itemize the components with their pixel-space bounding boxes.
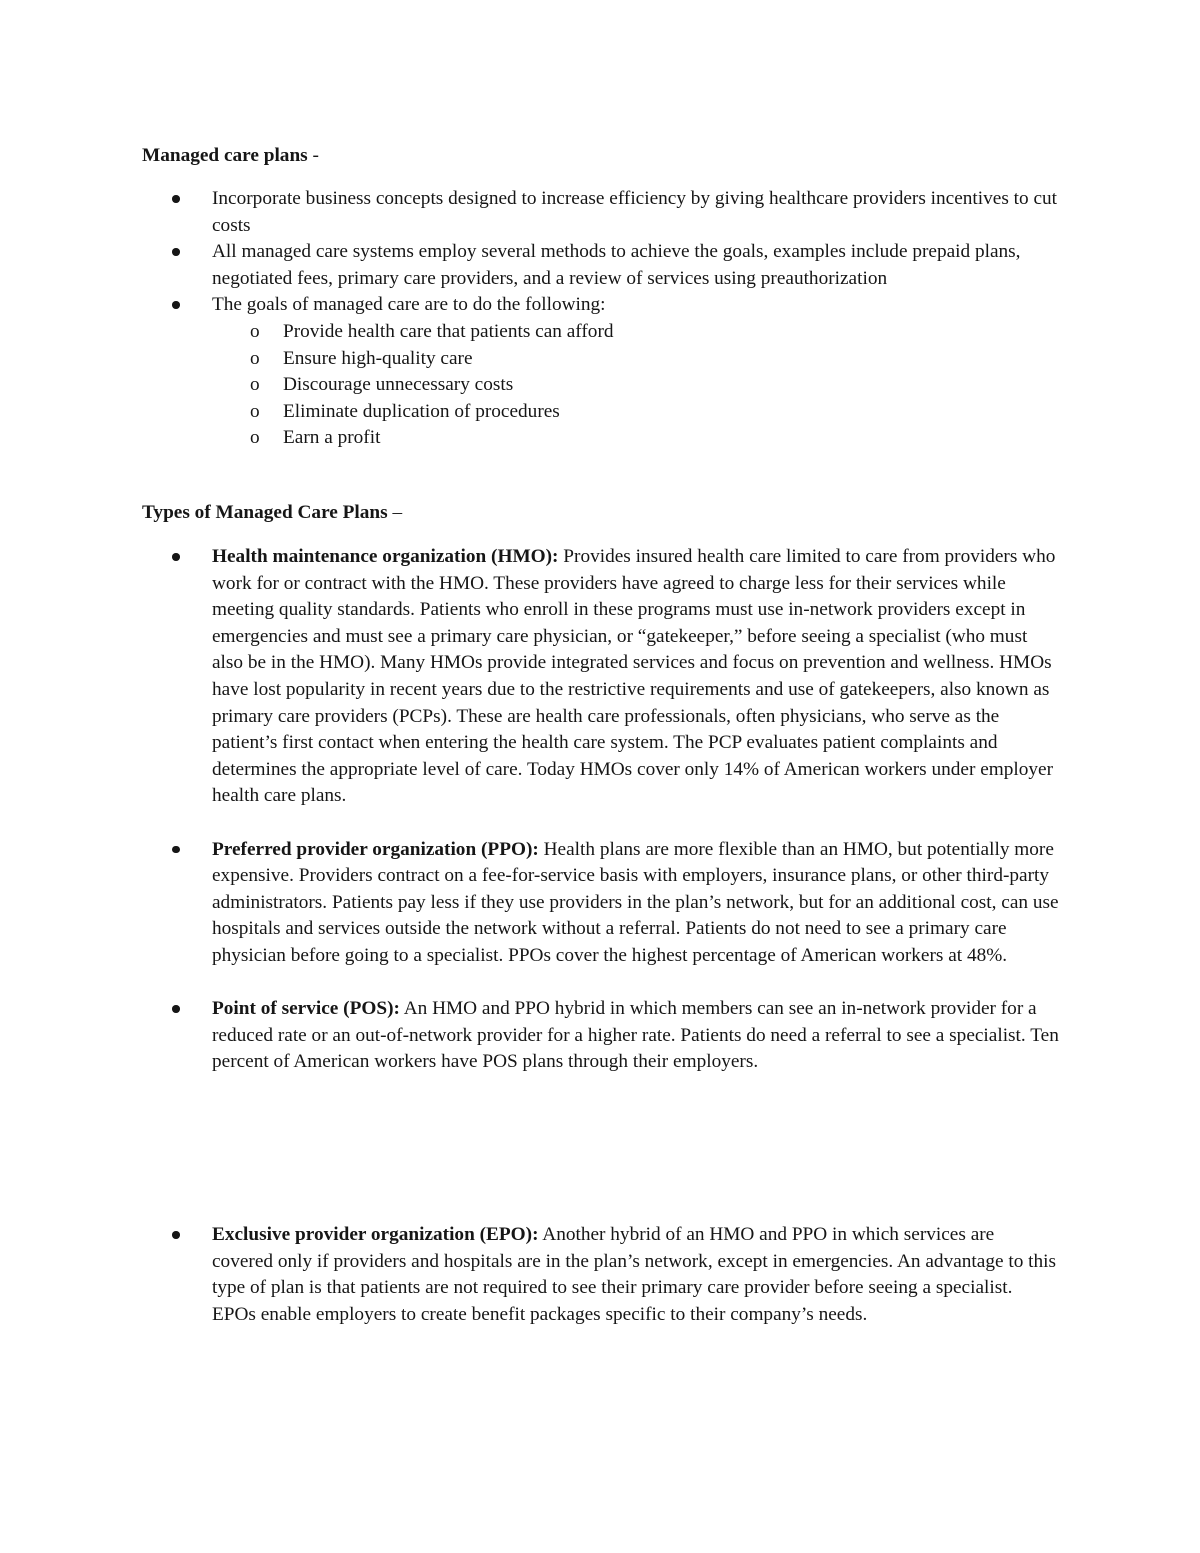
plan-term: Point of service (POS): — [212, 998, 400, 1020]
bullet-icon — [172, 1231, 180, 1239]
plan-description: An HMO and PPO hybrid in which members can see an in-network provider for a reduced rate or an out-of-network provider for a higher rate. Patients do need a referral to see a specialist. Ten percent of American workers have POS plans through their employers. — [212, 998, 1059, 1073]
heading-dash: - — [307, 145, 319, 166]
goal-text: Ensure high-quality care — [283, 347, 473, 369]
bullet-icon — [172, 846, 180, 854]
plan-term: Health maintenance organization (HMO): — [212, 546, 559, 567]
sub-list-item — [212, 319, 1060, 346]
list-item — [0, 292, 1060, 452]
bullet-icon — [172, 248, 180, 256]
list-item-ppo — [0, 837, 1060, 970]
bullet-icon — [172, 195, 180, 203]
sub-bullet-icon: o — [250, 347, 260, 369]
section-heading-managed-care — [142, 143, 319, 170]
plan-description: Health plans are more flexible than an HMO, but potentially more expensive. Providers contract on a fee-for-service basis with employers, insurance plans, or other third-party administrators. Patients pay less if they use providers in the plan’s network, but for an additional cost, can use hospitals and services outside the network without a referral. Patients do not need to see a primary care physician before going to a specialist. PPOs cover the highest percentage of American workers at 48%. — [212, 838, 1059, 966]
managed-care-bullet-list — [0, 186, 1060, 452]
list-item-pos — [0, 996, 1060, 1076]
list-item — [0, 186, 1060, 239]
heading-text: Managed care plans — [142, 145, 308, 166]
list-item-epo — [0, 1222, 1060, 1328]
sub-bullet-icon: o — [250, 320, 260, 342]
section-heading-types — [142, 500, 402, 527]
sub-bullet-icon: o — [250, 400, 260, 422]
heading-dash: – — [387, 502, 403, 523]
list-item-hmo — [0, 544, 1060, 810]
goal-text: Earn a profit — [283, 427, 381, 449]
plan-term: Exclusive provider organization (EPO): — [212, 1224, 539, 1245]
heading-text: Types of Managed Care Plans — [142, 502, 388, 523]
bullet-text: Incorporate business concepts designed to increase efficiency by giving healthcare providers incentives to cut costs — [212, 188, 1058, 236]
list-item — [0, 239, 1060, 292]
sub-list-item — [212, 346, 1060, 373]
sub-list-item — [212, 425, 1060, 452]
goal-text: Discourage unnecessary costs — [283, 374, 514, 396]
plan-description: Provides insured health care limited to care from providers who work for or contract with the HMO. These providers have agreed to charge less for their services while meeting quality standards. Patients who enroll in these programs must use in-network providers except in emergencies and must see a primary care physician, or “gatekeeper,” before seeing a specialist (who must also be in the HMO). Many HMOs provide integrated services and focus on prevention and wellness. HMOs have lost popularity in recent years due to the restrictive requirements and use of gatekeepers, also known as primary care providers (PCPs). These are health care professionals, often physicians, who serve as the patient’s first contact when entering the health care system. The PCP evaluates patient complaints and determines the appropriate level of care. Today HMOs cover only 14% of American workers under employer health care plans. — [212, 546, 1056, 807]
bullet-text: The goals of managed care are to do the following: — [212, 294, 606, 316]
goal-text: Eliminate duplication of procedures — [283, 400, 560, 422]
sub-bullet-icon: o — [250, 427, 260, 449]
sub-bullet-icon: o — [250, 374, 260, 396]
goal-text: Provide health care that patients can afford — [283, 320, 614, 342]
sub-list-item — [212, 372, 1060, 399]
sub-list-item — [212, 399, 1060, 426]
bullet-icon — [172, 553, 180, 561]
bullet-icon — [172, 301, 180, 309]
bullet-text: All managed care systems employ several methods to achieve the goals, examples include prepaid plans, negotiated fees, primary care providers, and a review of services using preauthorization — [212, 241, 1021, 289]
plan-term: Preferred provider organization (PPO): — [212, 838, 539, 860]
plan-types-list-b — [0, 1222, 1060, 1328]
goals-sub-list — [212, 319, 1060, 452]
plan-description: Another hybrid of an HMO and PPO in which services are covered only if providers and hospitals are in the plan’s network, except in emergencies. An advantage to this type of plan is that patients are not required to see their primary care provider before seeing a specialist. EPOs enable employers to create benefit packages specific to their company’s needs. — [212, 1224, 1057, 1325]
bullet-icon — [172, 1005, 180, 1013]
plan-types-list-a — [0, 544, 1060, 1076]
